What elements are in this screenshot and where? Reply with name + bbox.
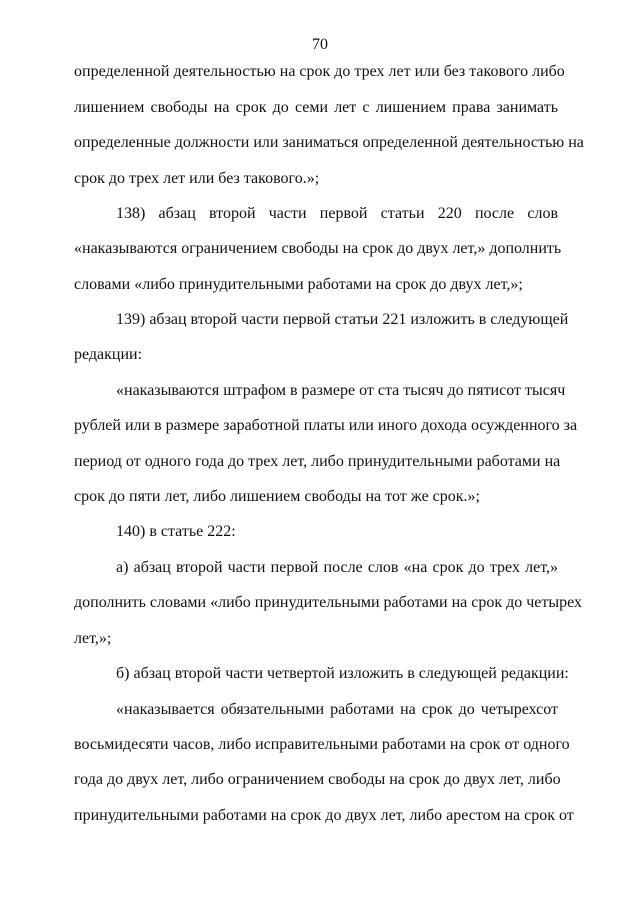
text-line: 138) абзац второй части первой статьи 220 после слов <box>116 205 558 222</box>
text-line: срок до пяти лет, либо лишением свободы на тот же срок.»; <box>74 488 480 505</box>
text-line: период от одного года до трех лет, либо принудительными работами на <box>74 453 561 470</box>
text-line: 139) абзац второй части первой статьи 221 изложить в следующей <box>116 311 569 328</box>
text-line: «наказываются штрафом в размере от ста тысяч до пятисот тысяч <box>116 382 566 399</box>
text-line: принудительными работами на срок до двух лет, либо арестом на срок от <box>74 807 574 824</box>
page-number: 70 <box>312 36 328 53</box>
text-line: «наказывается обязательными работами на срок до четырехсот <box>116 701 558 718</box>
text-line: восьмидесяти часов, либо исправительными работами на срок от одного <box>74 736 570 753</box>
text-line: года до двух лет, либо ограничением свободы на срок до двух лет, либо <box>74 771 561 788</box>
text-line: рублей или в размере заработной платы или иного дохода осужденного за <box>74 417 578 434</box>
text-line: редакции: <box>74 346 143 363</box>
text-line: словами «либо принудительными работами на срок до двух лет,»; <box>74 276 523 293</box>
text-line: дополнить словами «либо принудительными работами на срок до четырех <box>74 594 583 611</box>
text-line: лишением свободы на срок до семи лет с лишением права занимать <box>74 99 558 116</box>
text-line: определенной деятельностью на срок до трех лет или без такового либо <box>74 63 565 80</box>
text-line: а) абзац второй части первой после слов «на срок до трех лет,» <box>116 559 558 576</box>
text-line: определенные должности или заниматься определенной деятельностью на <box>74 134 584 151</box>
text-line: «наказываются ограничением свободы на срок до двух лет,» дополнить <box>74 240 562 257</box>
text-line: срок до трех лет или без такового.»; <box>74 170 320 187</box>
text-line: лет,»; <box>74 630 112 647</box>
text-line: 140) в статье 222: <box>116 523 236 540</box>
text-line: б) абзац второй части четвертой изложить в следующей редакции: <box>116 665 569 682</box>
